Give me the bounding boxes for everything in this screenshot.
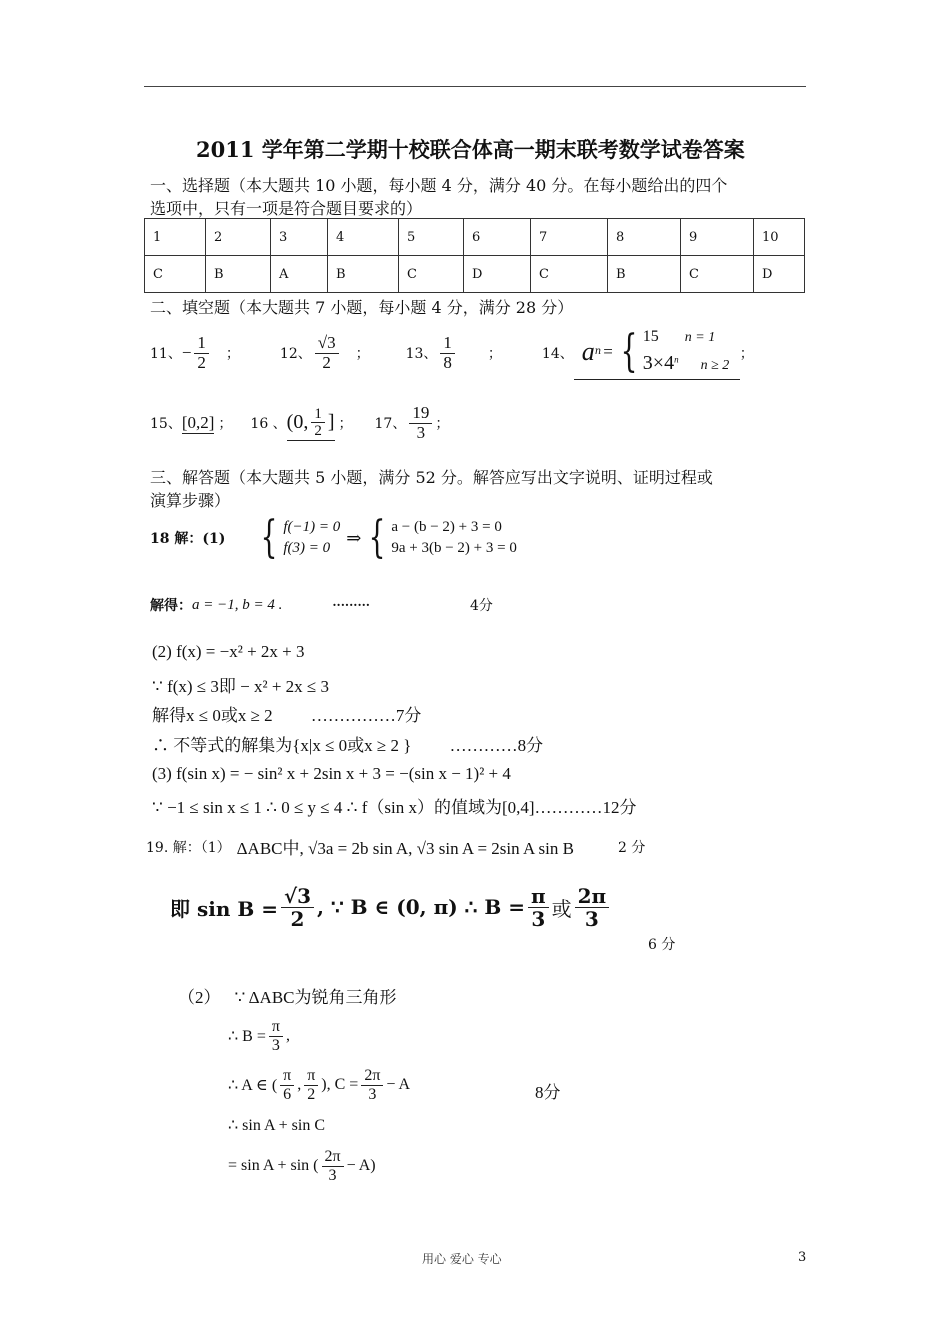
solve-expression: a = −1, b = 4 . — [192, 596, 283, 613]
q18-sys1-line1: f(−1) = 0 — [283, 519, 341, 535]
q17-fraction — [409, 404, 432, 442]
q14-cases — [643, 326, 729, 376]
table-cell: 8 — [608, 219, 681, 256]
solve-label: 解得： — [150, 598, 192, 614]
table-cell: C — [399, 256, 464, 293]
q18-part2-line4-score: …………8分 — [449, 736, 544, 755]
q11-label: 11、 — [150, 346, 182, 362]
q12-fraction — [315, 334, 339, 372]
q19-p2-c-denominator: 3 — [368, 1085, 377, 1103]
q19-p2-a1-denominator: 6 — [283, 1085, 292, 1103]
solve-dots: ········· — [332, 598, 370, 612]
q11-denominator: 2 — [197, 352, 206, 372]
q19-part2-line2 — [228, 1013, 290, 1059]
q19-p2-a1-numerator: π — [280, 1067, 294, 1086]
q14-case1-value: 15 — [642, 328, 659, 346]
q17-numerator: 19 — [409, 404, 432, 424]
q19-b-fraction2 — [575, 885, 610, 930]
q19-p2-sum-fraction — [322, 1148, 344, 1184]
score-4: 4分 — [469, 598, 493, 614]
table-cell: B — [206, 256, 271, 293]
q19-p2-a-fraction1 — [280, 1067, 294, 1103]
q11-sign: − — [181, 343, 192, 362]
q18-system2 — [391, 517, 517, 559]
table-row-answers — [145, 256, 805, 293]
table-cell: B — [608, 256, 681, 293]
table-cell: C — [145, 256, 206, 293]
table-cell: 1 — [145, 219, 206, 256]
page-number: 3 — [798, 1250, 807, 1265]
q18-part2-line4 — [152, 731, 543, 756]
table-cell: 5 — [399, 219, 464, 256]
fill-answers-row2 — [150, 398, 449, 448]
q19-part1-line2 — [170, 875, 612, 939]
table-cell: C — [531, 256, 608, 293]
section3-header-line2: 演算步骤） — [150, 491, 231, 510]
q19-p2-a2-numerator: π — [304, 1067, 318, 1086]
q14-case1 — [643, 326, 729, 348]
q15-answer: [0,2] — [181, 412, 215, 432]
q16-numerator: 1 — [311, 406, 325, 424]
table-cell: A — [271, 256, 328, 293]
q19-sinb-fraction — [281, 885, 314, 930]
q12-denominator: 2 — [322, 352, 331, 372]
score-6: 6 分 — [648, 937, 676, 953]
q14-case2-cond: n ≥ 2 — [700, 357, 730, 373]
q19-p2-sum-denominator: 3 — [328, 1166, 337, 1184]
section3-header-line1: 三、解答题（本大题共 5 小题，满分 52 分。解答应写出文字说明、证明过程或 — [150, 468, 713, 487]
q19-p2-sum-post: − A) — [346, 1157, 376, 1174]
page-footer: 用心 爱心 专心 — [422, 1252, 502, 1266]
q19-b1-numerator: π — [528, 885, 549, 908]
q19-b2-numerator: 2π — [575, 885, 610, 908]
q19-p2-c-post: − A — [386, 1076, 411, 1093]
q17-denominator: 3 — [416, 422, 426, 442]
q13-separator: ； — [487, 346, 502, 362]
q19-part2-line4: ∴ sin A + sin C — [228, 1117, 326, 1134]
q14-case2-value: 3×4 — [642, 351, 675, 374]
table-cell: 6 — [464, 219, 531, 256]
q19-p2-b-denominator: 3 — [271, 1036, 280, 1054]
q11-separator: ； — [225, 346, 240, 362]
q17-separator: ； — [435, 416, 450, 432]
fill-answers-row1 — [150, 325, 754, 378]
q18-part2-line4-text: ∴ 不等式的解集为{x|x ≤ 0或x ≥ 2 } — [152, 736, 412, 755]
q19-part2-label: （2） — [178, 988, 221, 1007]
q14-separator: ； — [739, 346, 754, 362]
q16-label: 16 、 — [250, 416, 287, 432]
q19-or: 或 — [551, 896, 572, 921]
q18-sys2-line1: a − (b − 2) + 3 = 0 — [391, 519, 502, 535]
q19-p2-c-numerator: 2π — [361, 1067, 383, 1086]
q19-p2-b-fraction — [269, 1018, 283, 1054]
table-cell: 3 — [271, 219, 328, 256]
table-cell: C — [681, 256, 754, 293]
q19-p2-sum-numerator: 2π — [322, 1148, 344, 1167]
q14-case2 — [643, 349, 729, 377]
q19-p2-sum-pre: = sin A + sin ( — [228, 1157, 319, 1174]
q16-answer — [287, 406, 335, 441]
q12-numerator: √3 — [315, 334, 339, 354]
table-cell: D — [754, 256, 805, 293]
q19-sinb-pre: 即 sin B = — [170, 896, 278, 921]
q19-p2-c-fraction — [361, 1067, 383, 1103]
q18-part2-line3-score: ……………7分 — [310, 706, 422, 725]
q13-label: 13、 — [405, 346, 438, 362]
q18-sys1-line2: f(3) = 0 — [283, 540, 331, 556]
q18-system1 — [283, 517, 340, 559]
q15-label: 15、 — [150, 416, 182, 432]
header-rule — [144, 86, 806, 87]
table-row-numbers — [145, 219, 805, 256]
table-cell: 9 — [681, 219, 754, 256]
q18-sys2-line2: 9a + 3(b − 2) + 3 = 0 — [391, 540, 517, 556]
q18-part2-line1: (2) f(x) = −x² + 2x + 3 — [152, 642, 305, 661]
q13-numerator: 1 — [440, 334, 455, 354]
q14-brace: { — [620, 325, 638, 377]
q19-part2-line1 — [178, 983, 397, 1008]
q19-part1-line1 — [146, 834, 645, 859]
table-cell: 2 — [206, 219, 271, 256]
q19-p2-b-pre: ∴ B = — [228, 1028, 266, 1045]
section1-header-line2: 选项中，只有一项是符合题目要求的） — [150, 199, 423, 218]
q12-label: 12、 — [279, 346, 312, 362]
q16-fraction — [311, 406, 325, 440]
q19-p2-a-fraction2 — [304, 1067, 318, 1103]
q16-denominator: 2 — [314, 423, 322, 439]
q14-case1-cond: n = 1 — [684, 330, 716, 346]
q19-part2-line5 — [228, 1142, 376, 1190]
q18-part3-line1: (3) f(sin x) = − sin² x + 2sin x + 3 = −(sin x − 1)² + 4 — [152, 764, 511, 783]
score-8: 8分 — [535, 1083, 561, 1102]
choice-answer-table — [144, 218, 805, 293]
q18-part1 — [150, 508, 517, 568]
q19-b2-denominator: 3 — [584, 906, 599, 931]
q13-denominator: 8 — [443, 352, 452, 372]
q18-implies: ⇒ — [346, 527, 362, 548]
q19-sinb-mid: , ∵ B ∈ (0, π) ∴ B = — [317, 895, 525, 919]
q19-b1-denominator: 3 — [531, 906, 546, 931]
q19-p2-a-pre: ∴ A ∈ ( — [228, 1077, 278, 1094]
table-cell: B — [328, 256, 399, 293]
q11-fraction — [194, 334, 209, 372]
q18-part2-line3 — [152, 701, 421, 726]
q18-solution-line — [150, 595, 493, 615]
q17-label: 17、 — [374, 416, 407, 432]
section1-header-line1: 一、选择题（本大题共 10 小题，每小题 4 分，满分 40 分。在每小题给出的四个 — [150, 176, 728, 195]
q14-label: 14、 — [541, 346, 574, 362]
table-cell: 7 — [531, 219, 608, 256]
q19-equation: ΔABC中, √3a = 2b sin A, √3 sin A = 2sin A sin B — [236, 839, 574, 858]
q14-answer — [574, 326, 740, 379]
q18-brace1: { — [260, 512, 278, 563]
q18-part2-line2: ∵ f(x) ≤ 3即 − x² + 2x ≤ 3 — [152, 677, 329, 696]
q19-label: 19. 解：（1） — [146, 839, 231, 856]
q18-label: 18 解：(1) — [150, 531, 226, 547]
q14-a: a — [581, 336, 595, 366]
document-title: 2011 学年第二学期十校联合体高一期末联考数学试卷答案 — [196, 137, 745, 162]
q14-case2-exp: n — [674, 354, 679, 365]
table-cell: D — [464, 256, 531, 293]
q15-separator: ； — [218, 416, 233, 432]
score-2: 2 分 — [617, 839, 646, 856]
q19-b-fraction1 — [528, 885, 549, 930]
q19-part2-line1-text: ∵ ΔABC为锐角三角形 — [234, 988, 397, 1007]
q19-p2-b-numerator: π — [269, 1018, 283, 1037]
q19-sinb-denominator: 2 — [290, 906, 305, 931]
section2-header: 二、填空题（本大题共 7 小题，每小题 4 分，满分 28 分） — [150, 298, 574, 317]
q14-eq: = — [603, 341, 613, 361]
q12-separator: ； — [355, 346, 370, 362]
q16-left: (0, — [286, 411, 309, 433]
q18-brace2: { — [368, 512, 386, 563]
q19-p2-a2-denominator: 2 — [307, 1085, 316, 1103]
q11-numerator: 1 — [194, 334, 209, 354]
q19-p2-a-comma: , — [297, 1076, 302, 1093]
q19-p2-b-post: , — [285, 1027, 290, 1044]
q19-sinb-numerator: √3 — [281, 885, 314, 908]
q19-p2-a-mid: ), C = — [321, 1076, 359, 1093]
q14-sub: n — [594, 346, 602, 357]
q16-right: ] — [327, 411, 335, 433]
q18-part3-line2: ∵ −1 ≤ sin x ≤ 1 ∴ 0 ≤ y ≤ 4 ∴ f（sin x）的值域为[0,4]…………12分 — [152, 798, 637, 817]
table-cell: 10 — [754, 219, 805, 256]
q13-fraction — [440, 334, 455, 372]
table-cell: 4 — [328, 219, 399, 256]
q16-separator: ； — [338, 416, 353, 432]
q18-part2-line3-text: 解得x ≤ 0或x ≥ 2 — [152, 706, 273, 725]
q19-part2-line3 — [228, 1062, 410, 1108]
